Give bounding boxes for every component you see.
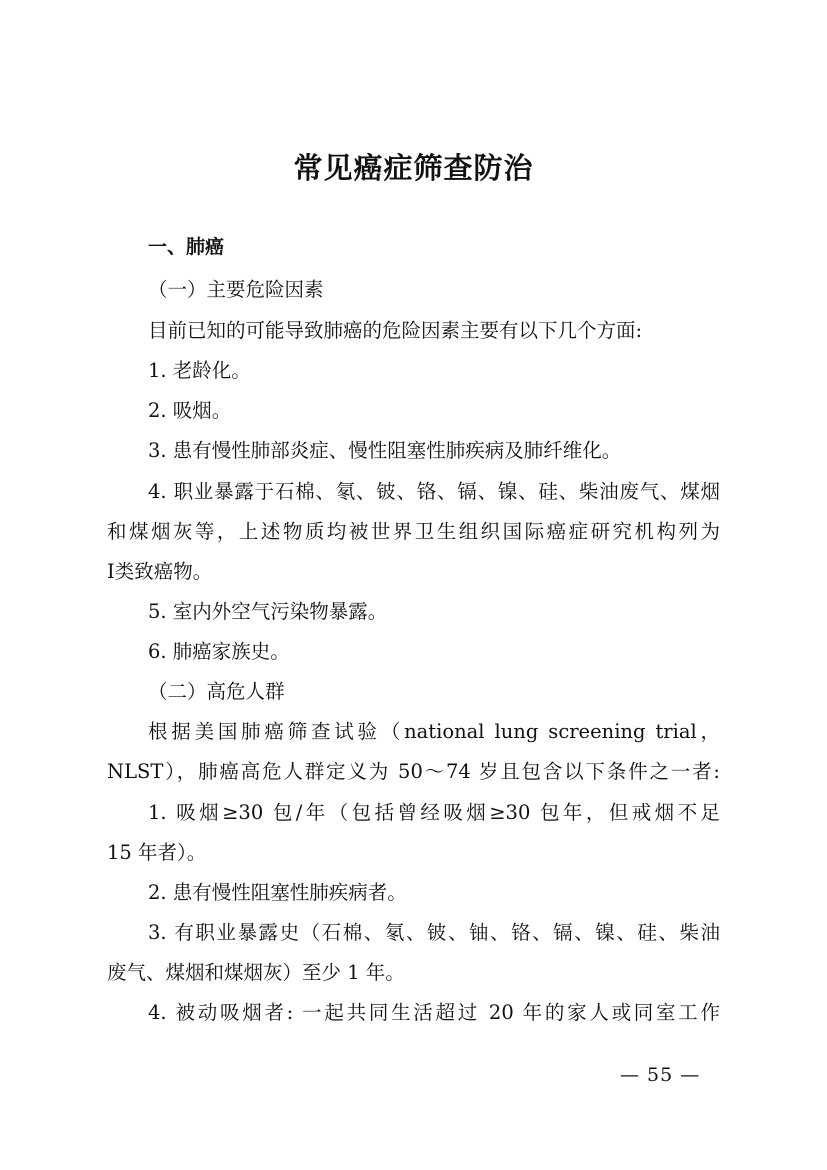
- paragraph-line: 目前已知的可能导致肺癌的危险因素主要有以下几个方面:: [148, 319, 643, 342]
- list-item: 1. 吸烟≥30 包/年（包括曾经吸烟≥30 包年，但戒烟不足: [148, 801, 720, 824]
- list-item: 6. 肺癌家族史。: [148, 640, 290, 663]
- paragraph-line: 和煤烟灰等，上述物质均被世界卫生组织国际癌症研究机构列为: [107, 520, 720, 543]
- page-number: — 55 —: [620, 1064, 701, 1086]
- list-item: 3. 患有慢性肺部炎症、慢性阻塞性肺疾病及肺纤维化。: [148, 439, 622, 462]
- list-item: 2. 吸烟。: [148, 399, 232, 422]
- list-item: 2. 患有慢性阻塞性肺疾病者。: [148, 881, 407, 904]
- list-item: 4. 被动吸烟者: 一起共同生活超过 20 年的家人或同室工作: [148, 1001, 720, 1024]
- section-heading-lung-cancer: 一、肺癌: [148, 236, 225, 258]
- paragraph-line: Ⅰ类致癌物。: [107, 560, 213, 583]
- list-item: 3. 有职业暴露史（石棉、氡、铍、铀、铬、镉、镍、硅、柴油: [148, 921, 720, 944]
- list-item: 1. 老龄化。: [148, 359, 251, 382]
- page-title: 常见癌症筛查防治: [293, 151, 534, 185]
- paragraph-line: 废气、煤烟和煤烟灰）至少 1 年。: [107, 961, 405, 984]
- subsection-heading-high-risk-groups: （二）高危人群: [148, 680, 285, 703]
- list-item: 4. 职业暴露于石棉、氡、铍、铬、镉、镍、硅、柴油废气、煤烟: [148, 480, 720, 503]
- paragraph-line: 根据美国肺癌筛查试验（national lung screening trial，: [148, 720, 720, 743]
- paragraph-line: 15 年者）。: [107, 841, 207, 864]
- paragraph-line: NLST），肺癌高危人群定义为 50～74 岁且包含以下条件之一者:: [107, 760, 720, 783]
- list-item: 5. 室内外空气污染物暴露。: [148, 600, 388, 623]
- subsection-heading-risk-factors: （一）主要危险因素: [148, 278, 324, 301]
